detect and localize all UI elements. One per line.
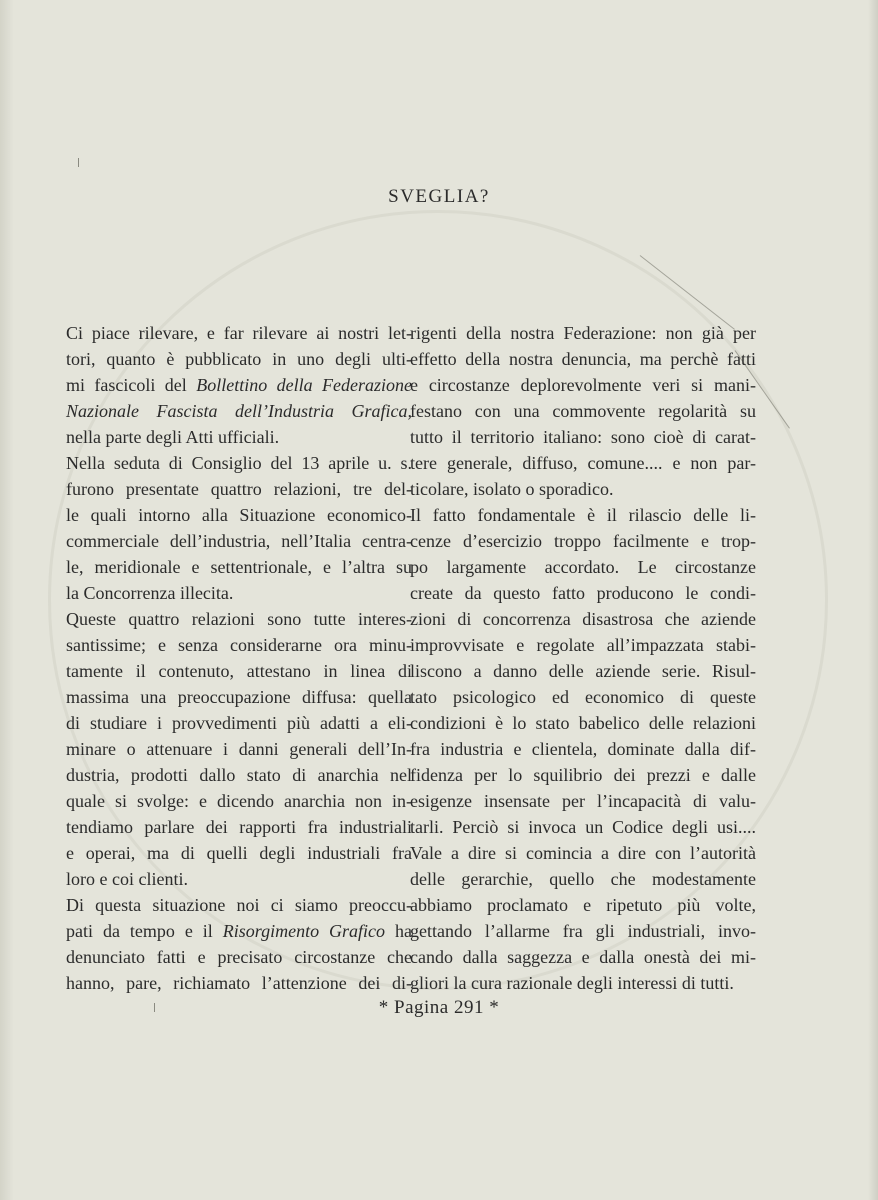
text-line: di studiare i provvedimenti più adatti a eli-: [66, 713, 412, 733]
text-line: fidenza per lo squilibrio dei prezzi e dalle: [410, 765, 756, 785]
text-line: quale si svolge: e dicendo anarchia non in-: [66, 791, 412, 811]
text-line: Di questa situazione noi ci siamo preoccu-: [66, 895, 412, 915]
text-line: denunciato fatti e precisato circostanze che: [66, 947, 412, 967]
text-line: le, meridionale e settentrionale, e l’altra su: [66, 557, 412, 577]
text-line: tori, quanto è pubblicato in uno degli ulti-: [66, 349, 412, 369]
text-line: loro e coi clienti.: [66, 869, 188, 889]
spine-shadow: [0, 0, 14, 1200]
text-line: tamente il contenuto, attestano in linea di: [66, 661, 412, 681]
text-line: massima una preoccupazione diffusa: quella: [66, 687, 412, 707]
text-line: rigenti della nostra Federazione: non già per: [410, 323, 756, 343]
text-line: gettando l’allarme fra gli industriali, invo-: [410, 921, 756, 941]
text-line: mi fascicoli del Bollettino della Federazione: [66, 375, 412, 395]
text-line: minare o attenuare i danni generali dell’In-: [66, 739, 412, 759]
text-line: Nella seduta di Consiglio del 13 aprile u. s.: [66, 453, 412, 473]
text-column-right: [410, 320, 756, 996]
text-line: ticolare, isolato o sporadico.: [410, 479, 614, 499]
text-line: Ci piace rilevare, e far rilevare ai nostri let-: [66, 323, 412, 343]
text-line: le quali intorno alla Situazione economico-: [66, 505, 412, 525]
page-title: SVEGLIA?: [388, 186, 490, 207]
text-line: pati da tempo e il Risorgimento Grafico ha: [66, 921, 412, 941]
text-line: tutto il territorio italiano: sono cioè di carat-: [410, 427, 756, 447]
text-line: commerciale dell’industria, nell’Italia centra-: [66, 531, 412, 551]
text-line: gliori la cura razionale degli interessi di tutti.: [410, 973, 734, 993]
text-line: tarli. Perciò si invoca un Codice degli usi....: [410, 817, 756, 837]
text-line: hanno, pare, richiamato l’attenzione dei di-: [66, 973, 412, 993]
text-line: fra industria e clientela, dominate dalla dif-: [410, 739, 756, 759]
text-line: tato psicologico ed economico di queste: [410, 687, 756, 707]
text-line: santissime; e senza considerarne ora minu-: [66, 635, 412, 655]
page-edge: [868, 0, 878, 1200]
text-line: effetto della nostra denuncia, ma perchè fatti: [410, 349, 756, 369]
text-line: la Concorrenza illecita.: [66, 583, 234, 603]
page-number: * Pagina 291 *: [378, 997, 500, 1018]
text-line: delle gerarchie, quello che modestamente: [410, 869, 756, 889]
italic-title: Bollettino della Federazione: [196, 375, 412, 395]
text-line: [66, 398, 412, 424]
text-line: zioni di concorrenza disastrosa che aziende: [410, 609, 756, 629]
text-line: create da questo fatto producono le condi-: [410, 583, 756, 603]
text-line: tendiamo parlare dei rapporti fra industriali: [66, 817, 412, 837]
text-line: Vale a dire si comincia a dire con l’autorità: [410, 843, 756, 863]
margin-mark: [78, 158, 79, 167]
text-line: tere generale, diffuso, comune.... e non par-: [410, 453, 756, 473]
text-line: Queste quattro relazioni sono tutte interes-: [66, 609, 412, 629]
italic-title: Nazionale Fascista dell’Industria Grafica,: [66, 401, 412, 421]
text-line: condizioni è lo stato babelico delle relazioni: [410, 713, 756, 733]
text-line: dustria, prodotti dallo stato di anarchia nel: [66, 765, 412, 785]
text-line: abbiamo proclamato e ripetuto più volte,: [410, 895, 756, 915]
text-line: cando dalla saggezza e dalla onestà dei mi-: [410, 947, 756, 967]
text-line: improvvisate e regolate all’impazzata stabi-: [410, 635, 756, 655]
text-line: esigenze insensate per l’incapacità di valu-: [410, 791, 756, 811]
text-line: liscono a danno delle aziende serie. Risul-: [410, 661, 756, 681]
text-line: Il fatto fondamentale è il rilascio delle li-: [410, 505, 756, 525]
text-line: nella parte degli Atti ufficiali.: [66, 427, 280, 447]
text-column-left: [66, 320, 412, 996]
text-line: e circostanze deplorevolmente veri si mani-: [410, 375, 756, 395]
text-line: furono presentate quattro relazioni, tre del-: [66, 479, 412, 499]
text-line: cenze d’esercizio troppo facilmente e trop-: [410, 531, 756, 551]
italic-title: Risorgimento Grafico: [222, 921, 386, 941]
text-line: po largamente accordato. Le circostanze: [410, 557, 756, 577]
text-line: festano con una commovente regolarità su: [410, 401, 756, 421]
text-line: e operai, ma di quelli degli industriali fra: [66, 843, 412, 863]
